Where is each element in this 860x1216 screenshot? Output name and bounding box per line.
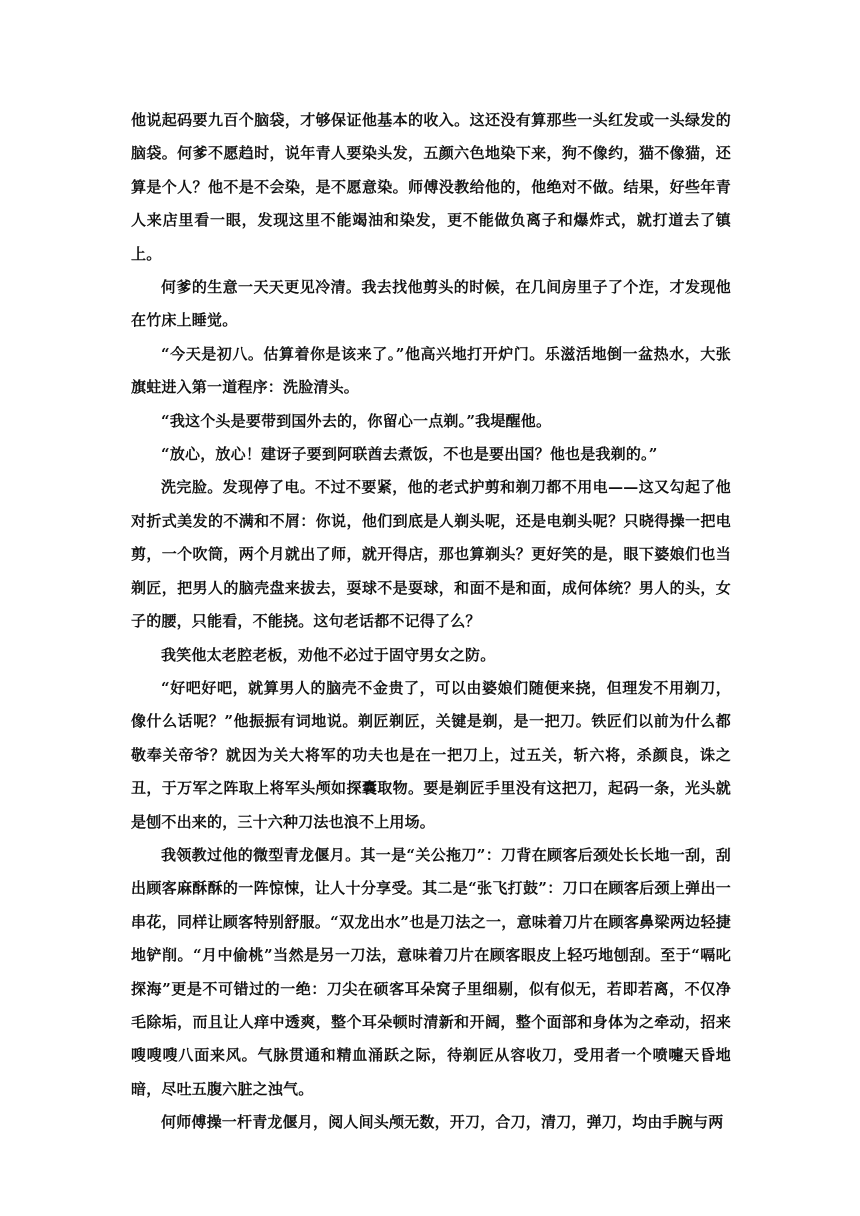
- paragraph-6: 洗完脸。发现停了电。不过不要紧，他的老式护剪和剃刀都不用电——这又勾起了他对折式美发的不满和不屑：你说，他们到底是人剃头呢，还是电剃头呢？只晓得操一把电剪，一个吹筒，两个月就出了师，就开得店，那也算剃头？更好笑的是，眼下婆娘们也当剃匠，把男人的脑壳盘来拔去，耍球不是耍球，和面不是和面，成何体统？男人的头，女子的腰，只能看，不能挠。这句老话都不记得了么？: [131, 478, 731, 631]
- paragraph-2: 何爹的生意一天天更见冷清。我去找他剪头的时候，在几间房里子了个迮，才发现他在竹床上睡觉。: [131, 278, 731, 330]
- paragraph-10: 何师傅操一杆青龙偃月，阅人间头颅无数，开刀，合刀，清刀，弹刀，均由手腕与两: [161, 1113, 724, 1132]
- paragraph-4: “我这个头是要带到国外去的，你留心一点剃。”我堤醒他。: [161, 411, 552, 430]
- paragraph-5: “放心，放心！建讶子要到阿联酋去煮饭，不也是要出国？他也是我剃的。”: [161, 445, 658, 464]
- paragraph-9: 我领教过他的微型青龙偃月。其一是“关公拖刀”：刀背在顾客后颈处长长地一刮，刮出顾客麻酥酥的一阵惊悚，让人十分享受。其二是“张飞打鼓”：刀口在顾客后颈上弹出一串花，同样让顾客特别舒服。“双龙出水”也是刀法之一，意味着刀片在顾客鼻梁两边轻捷地铲削。“月中偷桃”当然是另一刀法，意味着刀片在顾客眼皮上轻巧地刨刮。至于“嗝叱探海”更是不可错过的一绝：刀尖在硕客耳朵窝子里细剔，似有似无，若即若离，不仅净毛除垢，而且让人痒中透爽，整个耳朵顿时清新和开阔，整个面部和身体为之牵动，招来嗖嗖嗖八面来风。气脉贯通和精血涌跃之际，待剃匠从容收刀，受用者一个喷嚏天昏地暗，尽吐五腹六脏之浊气。: [131, 845, 731, 1098]
- article-body: [131, 104, 731, 1140]
- paragraph-7: 我笑他太老腔老板，劝他不必过于固守男女之防。: [161, 645, 496, 664]
- paragraph-1: 他说起码要九百个脑袋，才够保证他基本的收入。这还没有算那些一头红发或一头绿发的脑袋。何爹不愿趋时，说年青人要染头发，五颜六色地染下来，狗不像约，猫不像猫，还算是个人？他不是不会染，是不愿意染。师傅没教给他的，他绝对不做。结果，好些年青人来店里看一眼，发现这里不能竭油和染发，更不能做负离子和爆炸式，就打道去了镇上。: [131, 111, 731, 263]
- paragraph-3: “今天是初八。估算着你是该来了。”他高兴地打开炉门。乐滋活地倒一盆热水，大张旗蛀进入第一道程序：洗脸清头。: [131, 344, 731, 397]
- paragraph-8: “好吧好吧，就算男人的脑壳不金贵了，可以由婆娘们随便来挠，但理发不用剃刀，像什么话呢？”他振振有词地说。剃匠剃匠，关键是剃，是一把刀。铁匠们以前为什么都敬奉关帝爷？就因为关大将军的功夫也是在一把刀上，过五关，斩六将，杀颜良，诛之丑，于万军之阵取上将军头颅如探囊取物。要是剃匠手里没有这把刀，起码一条，光头就是刨不出来的，三十六种刀法也浪不上用场。: [131, 678, 731, 831]
